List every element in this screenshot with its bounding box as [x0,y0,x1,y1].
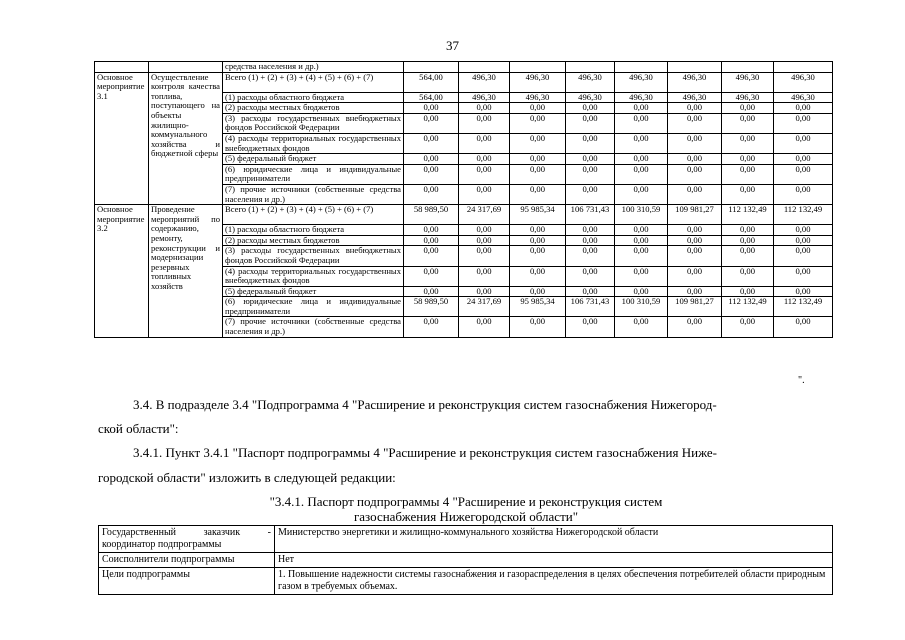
value-cell: 496,30 [566,92,615,103]
value-cell: 0,00 [722,246,774,266]
value-cell: 0,00 [774,246,833,266]
value-cell: 0,00 [459,133,510,153]
table-cell [668,62,722,73]
value-cell: 0,00 [668,184,722,204]
passport-title-line1: "3.4.1. Паспорт подпрограммы 4 "Расширение и реконструкция систем [269,494,663,509]
value-cell: 106 731,43 [566,205,615,225]
value-cell: 496,30 [668,92,722,103]
table-cell [566,62,615,73]
value-cell: 0,00 [510,246,566,266]
value-cell: 496,30 [459,72,510,92]
value-cell: 0,00 [404,184,459,204]
source-cell: Всего (1) + (2) + (3) + (4) + (5) + (6) + (7) [223,72,404,92]
value-cell: 109 981,27 [668,297,722,317]
value-cell: 496,30 [668,72,722,92]
passport-table [98,525,833,595]
value-cell: 0,00 [510,184,566,204]
value-cell: 112 132,49 [722,205,774,225]
value-cell: 0,00 [668,103,722,114]
value-cell: 0,00 [404,103,459,114]
table-cell [774,62,833,73]
value-cell: 0,00 [774,184,833,204]
value-cell: 0,00 [722,103,774,114]
value-cell: 0,00 [668,133,722,153]
value-cell: 0,00 [722,286,774,297]
value-cell: 24 317,69 [459,205,510,225]
value-cell: 0,00 [510,113,566,133]
value-cell: 0,00 [404,266,459,286]
value-cell: 496,30 [774,92,833,103]
value-cell: 0,00 [510,103,566,114]
value-cell: 0,00 [566,154,615,165]
source-cell: (2) расходы местных бюджетов [223,235,404,246]
value-cell: 0,00 [404,164,459,184]
value-cell: 0,00 [668,235,722,246]
value-cell: 496,30 [566,72,615,92]
financing-table-body [95,62,833,338]
value-cell: 0,00 [510,286,566,297]
table-cell [615,62,668,73]
value-cell: 0,00 [615,317,668,337]
value-cell: 0,00 [566,103,615,114]
passport-value: 1. Повышение надежности системы газоснабжения и газораспределения в целях обеспечения потребителей области природным газом в требуемых объемах. [275,568,833,595]
value-cell: 0,00 [459,235,510,246]
activity-name: Основное мероприятие 3.1 [95,72,149,205]
value-cell: 95 985,34 [510,205,566,225]
source-cell: (7) прочие источники (собственные средства населения и др.) [223,317,404,337]
value-cell: 0,00 [404,286,459,297]
value-cell: 0,00 [668,225,722,236]
value-cell: 496,30 [459,92,510,103]
source-cell: (1) расходы областного бюджета [223,225,404,236]
passport-label: Соисполнители подпрограммы [99,553,275,568]
value-cell: 0,00 [510,317,566,337]
value-cell: 0,00 [774,164,833,184]
table-cell [722,62,774,73]
value-cell: 0,00 [566,266,615,286]
value-cell: 0,00 [566,317,615,337]
value-cell: 0,00 [774,266,833,286]
value-cell: 0,00 [459,164,510,184]
table-cell [510,62,566,73]
value-cell: 0,00 [668,286,722,297]
value-cell: 109 981,27 [668,205,722,225]
value-cell: 0,00 [774,133,833,153]
value-cell: 0,00 [566,133,615,153]
value-cell: 112 132,49 [774,205,833,225]
passport-row [99,568,833,595]
source-cell: (2) расходы местных бюджетов [223,103,404,114]
value-cell: 496,30 [615,92,668,103]
activity-name: Основное мероприятие 3.2 [95,205,149,338]
value-cell: 0,00 [774,286,833,297]
passport-value: Нет [275,553,833,568]
source-cell: Всего (1) + (2) + (3) + (4) + (5) + (6) + (7) [223,205,404,225]
value-cell: 0,00 [566,225,615,236]
passport-row [99,553,833,568]
value-cell: 0,00 [459,246,510,266]
value-cell: 0,00 [615,113,668,133]
value-cell: 112 132,49 [774,297,833,317]
value-cell: 0,00 [774,317,833,337]
value-cell: 0,00 [668,164,722,184]
value-cell: 0,00 [510,266,566,286]
passport-label: Государственный заказчик - координатор подпрограммы [99,526,275,553]
source-cell: (7) прочие источники (собственные средства населения и др.) [223,184,404,204]
paragraph-3-4-line1: 3.4. В подразделе 3.4 "Подпрограмма 4 "Расширение и реконструкция систем газоснабжения Нижегород- [133,397,717,412]
paragraph-3-4-1-line2: городской области" изложить в следующей редакции: [98,470,396,485]
value-cell: 0,00 [722,154,774,165]
value-cell: 0,00 [615,133,668,153]
value-cell: 0,00 [459,286,510,297]
passport-row [99,526,833,553]
source-cell: (4) расходы территориальных государственных внебюджетных фондов [223,266,404,286]
value-cell: 0,00 [722,317,774,337]
source-cell: (3) расходы государственных внебюджетных фондов Российской Федерации [223,246,404,266]
value-cell: 0,00 [615,235,668,246]
value-cell: 0,00 [510,225,566,236]
passport-title-line2: газоснабжения Нижегородской области" [353,509,579,524]
table-row [95,72,833,92]
value-cell: 0,00 [722,225,774,236]
closing-quote: ". [798,375,805,386]
value-cell: 0,00 [404,133,459,153]
value-cell: 0,00 [615,154,668,165]
value-cell: 0,00 [722,184,774,204]
value-cell: 496,30 [722,92,774,103]
paragraph-3-4-line2: ской области": [98,421,179,436]
activity-description: Осуществление контроля качества топлива, поступающего на объекты жилищно-коммунального хозяйства и бюджетной сферы [149,72,223,205]
value-cell: 0,00 [668,154,722,165]
value-cell: 0,00 [459,113,510,133]
table-cell [459,62,510,73]
value-cell: 0,00 [566,235,615,246]
value-cell: 0,00 [459,184,510,204]
value-cell: 0,00 [459,154,510,165]
value-cell: 100 310,59 [615,205,668,225]
table-cell [149,62,223,73]
value-cell: 496,30 [510,92,566,103]
value-cell: 0,00 [404,246,459,266]
value-cell: 0,00 [566,286,615,297]
value-cell: 496,30 [722,72,774,92]
value-cell: 112 132,49 [722,297,774,317]
source-cell: средства населения и др.) [223,62,404,73]
table-cell [404,62,459,73]
value-cell: 0,00 [615,266,668,286]
value-cell: 0,00 [566,113,615,133]
source-cell: (5) федеральный бюджет [223,154,404,165]
value-cell: 0,00 [615,225,668,236]
value-cell: 24 317,69 [459,297,510,317]
value-cell: 0,00 [615,286,668,297]
value-cell: 0,00 [668,266,722,286]
value-cell: 496,30 [774,72,833,92]
source-cell: (5) федеральный бюджет [223,286,404,297]
value-cell: 0,00 [510,235,566,246]
passport-value: Министерство энергетики и жилищно-коммунального хозяйства Нижегородской области [275,526,833,553]
value-cell: 0,00 [722,266,774,286]
value-cell: 100 310,59 [615,297,668,317]
activity-description: Проведение мероприятий по содержанию, ремонту, реконструкции и модернизации резервных топливных хозяйств [149,205,223,338]
value-cell: 0,00 [459,266,510,286]
page-number: 37 [446,38,459,53]
value-cell: 0,00 [615,184,668,204]
value-cell: 496,30 [510,72,566,92]
value-cell: 0,00 [404,225,459,236]
value-cell: 106 731,43 [566,297,615,317]
value-cell: 0,00 [566,164,615,184]
financing-table [94,61,833,338]
value-cell: 0,00 [722,164,774,184]
table-cell [95,62,149,73]
value-cell: 0,00 [566,246,615,266]
value-cell: 95 985,34 [510,297,566,317]
value-cell: 0,00 [615,164,668,184]
value-cell: 0,00 [722,133,774,153]
source-cell: (6) юридические лица и индивидуальные предприниматели [223,297,404,317]
value-cell: 0,00 [774,154,833,165]
value-cell: 0,00 [404,113,459,133]
paragraph-3-4-1-line1: 3.4.1. Пункт 3.4.1 "Паспорт подпрограммы 4 "Расширение и реконструкция систем газоснабжения Ниже- [133,445,717,460]
value-cell: 0,00 [774,103,833,114]
value-cell: 0,00 [722,113,774,133]
value-cell: 58 989,50 [404,297,459,317]
value-cell: 0,00 [404,317,459,337]
value-cell: 0,00 [566,184,615,204]
value-cell: 0,00 [459,103,510,114]
value-cell: 0,00 [615,246,668,266]
passport-label: Цели подпрограммы [99,568,275,595]
value-cell: 0,00 [774,113,833,133]
value-cell: 0,00 [510,164,566,184]
value-cell: 564,00 [404,72,459,92]
source-cell: (4) расходы территориальных государственных внебюджетных фондов [223,133,404,153]
table-row [95,62,833,73]
value-cell: 564,00 [404,92,459,103]
value-cell: 496,30 [615,72,668,92]
value-cell: 58 989,50 [404,205,459,225]
value-cell: 0,00 [510,154,566,165]
value-cell: 0,00 [774,235,833,246]
value-cell: 0,00 [668,317,722,337]
value-cell: 0,00 [668,246,722,266]
value-cell: 0,00 [510,133,566,153]
value-cell: 0,00 [615,103,668,114]
value-cell: 0,00 [459,225,510,236]
value-cell: 0,00 [459,317,510,337]
table-row [95,205,833,225]
value-cell: 0,00 [404,154,459,165]
source-cell: (3) расходы государственных внебюджетных фондов Российской Федерации [223,113,404,133]
source-cell: (6) юридические лица и индивидуальные предприниматели [223,164,404,184]
value-cell: 0,00 [404,235,459,246]
value-cell: 0,00 [774,225,833,236]
source-cell: (1) расходы областного бюджета [223,92,404,103]
value-cell: 0,00 [668,113,722,133]
value-cell: 0,00 [722,235,774,246]
